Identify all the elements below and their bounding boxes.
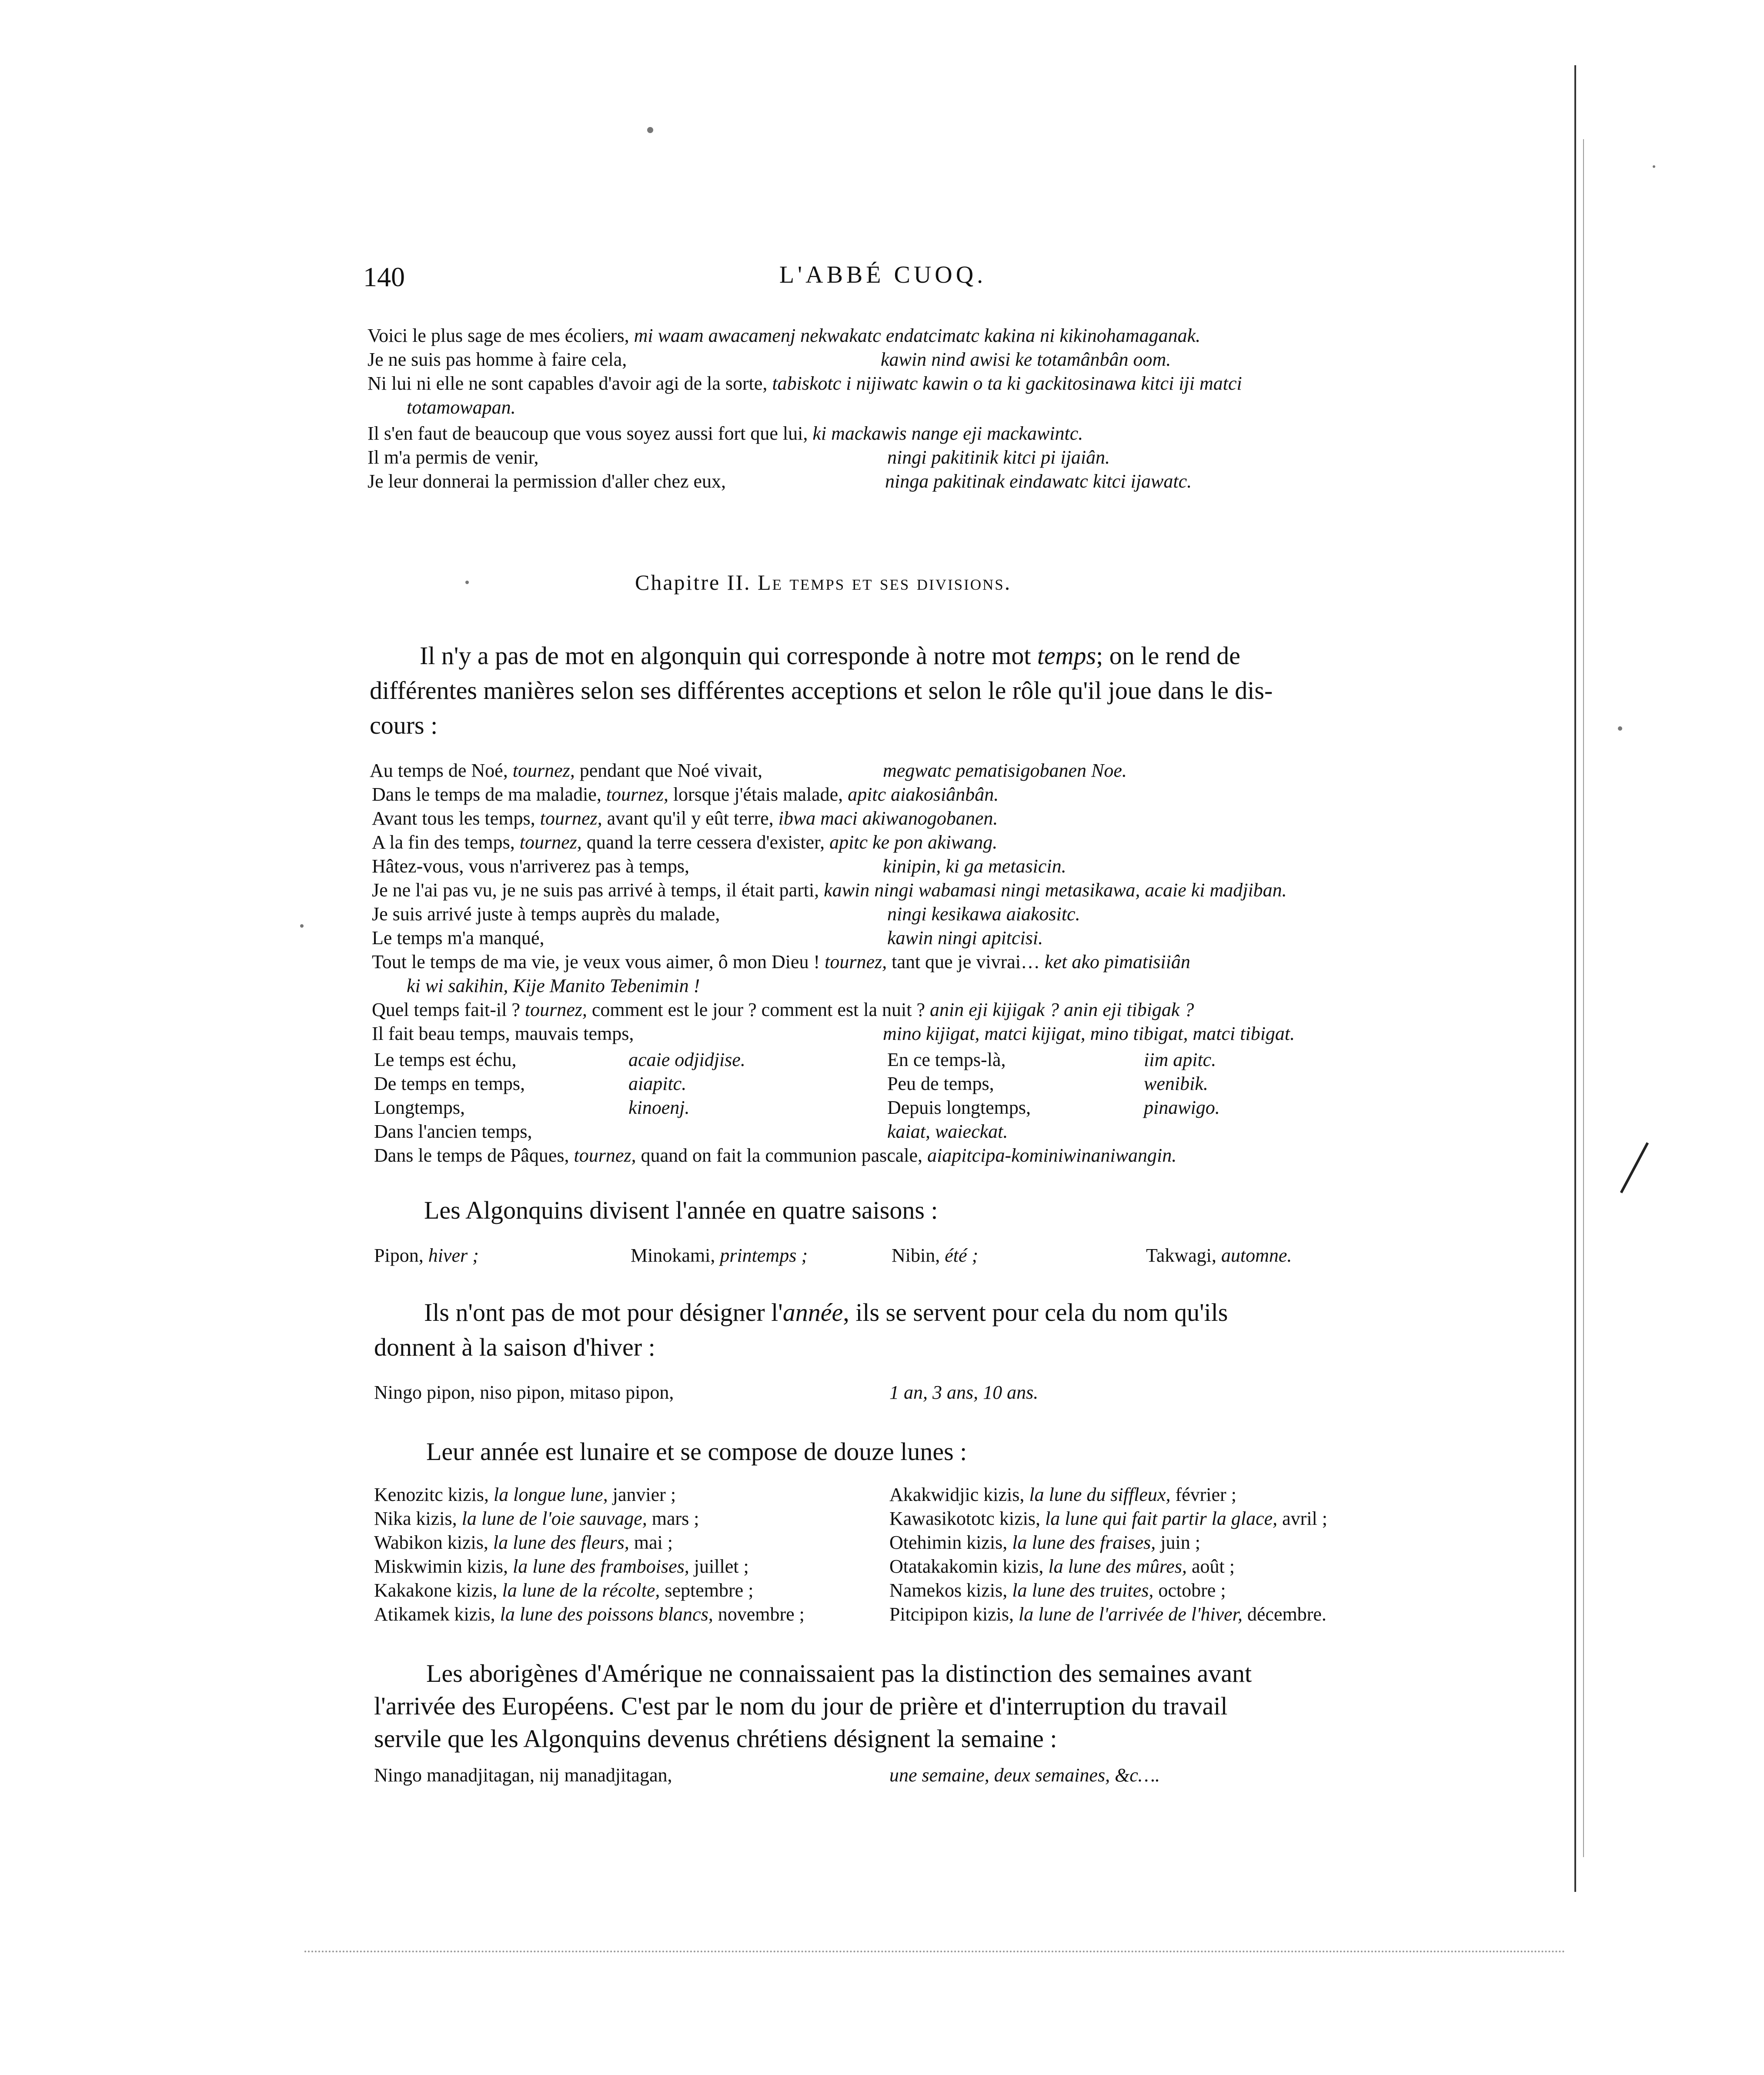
lune-month: février ; [1175, 1484, 1236, 1505]
lune-entry [374, 1507, 699, 1530]
example-algonquin: totamowapan. [407, 397, 516, 418]
lune-meaning: la lune des framboises, [513, 1556, 689, 1577]
example-algonquin: ningi pakitinik kitci pi ijaiân. [887, 447, 1110, 468]
example-line [372, 807, 998, 830]
lune-meaning: la lune des truites, [1012, 1580, 1154, 1601]
semaines-line: Les aborigènes d'Amérique ne connaissaient pas la distinction des semaines avant [426, 1659, 1252, 1687]
semaines-line: servile que les Algonquins devenus chrétiens désignent la semaine : [374, 1724, 1057, 1753]
chapter-title: Le temps et ses divisions. [757, 570, 1012, 595]
lune-month: août ; [1191, 1556, 1235, 1577]
annee-line [424, 1296, 1228, 1329]
lune-meaning: la lune des mûres, [1048, 1556, 1187, 1577]
example-french: Dans l'ancien temps, [374, 1121, 532, 1142]
intro-text: Il n'y a pas de mot en algonquin qui corresponde à notre mot [420, 642, 1037, 670]
season-french: hiver ; [428, 1245, 479, 1266]
tournez: tournez, [825, 951, 887, 972]
example-algonquin: Ningo pipon, niso pipon, mitaso pipon, [374, 1382, 674, 1403]
example-french: pendant que Noé vivait, [579, 760, 763, 781]
example-line [370, 759, 762, 782]
example-french: En ce temps-là, [887, 1049, 1006, 1070]
scan-edge-line-faint [1583, 139, 1584, 1857]
example-algonquin: kawin ningi apitcisi. [887, 927, 1043, 949]
lune-meaning: la lune des fleurs, [493, 1532, 629, 1553]
example-algonquin: anin eji kijigak ? anin eji tibigak ? [930, 999, 1194, 1020]
tournez: tournez, [574, 1145, 636, 1166]
example-french: Quel temps fait-il ? [372, 999, 520, 1020]
annee-line: donnent à la saison d'hiver : [374, 1333, 655, 1361]
lune-name: Namekos kizis, [889, 1580, 1008, 1601]
example-french: Voici le plus sage de mes écoliers, [368, 325, 629, 346]
lune-month: janvier ; [612, 1484, 676, 1505]
example-algonquin: aiapitc. [628, 1073, 687, 1094]
lune-month: septembre ; [665, 1580, 754, 1601]
lune-name: Pitcipipon kizis, [889, 1604, 1014, 1625]
example-algonquin: mi waam awacamenj nekwakatc endatcimatc kakina ni kikinohamaganak. [634, 325, 1201, 346]
example-french: Je ne l'ai pas vu, je ne suis pas arrivé à temps, il était parti, [372, 879, 819, 901]
example-line [368, 324, 1200, 348]
example-line [372, 831, 997, 854]
example-algonquin: aiapitcipa-kominiwinaniwangin. [927, 1145, 1177, 1166]
lune-meaning: la lune de l'oie sauvage, [461, 1508, 647, 1529]
lune-month: avril ; [1282, 1508, 1327, 1529]
example-line [372, 950, 1190, 974]
example-algonquin: Ningo manadjitagan, nij manadjitagan, [374, 1764, 672, 1786]
example-french: De temps en temps, [374, 1073, 525, 1094]
semaines-line: l'arrivée des Européens. C'est par le nom du jour de prière et d'interruption du travail [374, 1692, 1228, 1720]
lune-name: Nika kizis, [374, 1508, 457, 1529]
example-algonquin: iim apitc. [1144, 1049, 1216, 1070]
example-line [372, 998, 1194, 1022]
page-number: 140 [363, 261, 405, 292]
example-french: Il m'a permis de venir, [368, 447, 539, 468]
example-algonquin: kaiat, waieckat. [887, 1121, 1008, 1142]
lune-entry [889, 1531, 1200, 1554]
intro-line: cours : [370, 711, 438, 739]
example-algonquin: ibwa maci akiwanogobanen. [778, 808, 998, 829]
example-algonquin: ket ako pimatisiiân [1045, 951, 1190, 972]
example-french: comment est le jour ? comment est la nuit ? [591, 999, 925, 1020]
speck [300, 924, 304, 928]
example-algonquin: tabiskotc i nijiwatc kawin o ta ki gackitosinawa kitci iji matci [772, 373, 1242, 394]
season-name: Takwagi, [1146, 1245, 1216, 1266]
lune-month: mars ; [651, 1508, 699, 1529]
lune-meaning: la lune de l'arrivée de l'hiver, [1019, 1604, 1243, 1625]
season-name: Nibin, [892, 1245, 940, 1266]
intro-line: différentes manières selon ses différentes acceptions et selon le rôle qu'il joue dans le dis- [370, 676, 1273, 705]
lune-entry [374, 1579, 753, 1602]
example-algonquin: apitc aiakosiânbân. [848, 784, 999, 805]
example-line [372, 879, 1287, 902]
lune-month: décembre. [1247, 1604, 1326, 1625]
season-name: Pipon, [374, 1245, 424, 1266]
lune-month: mai ; [634, 1532, 673, 1553]
example-algonquin: ningi kesikawa aiakositc. [887, 903, 1080, 925]
example-french: Dans le temps de ma maladie, [372, 784, 601, 805]
tournez: tournez, [606, 784, 668, 805]
example-french: Tout le temps de ma vie, je veux vous aimer, ô mon Dieu ! [372, 951, 820, 972]
lune-name: Kenozitc kizis, [374, 1484, 489, 1505]
example-french: quand on fait la communion pascale, [641, 1145, 923, 1166]
example-french: 1 an, 3 ans, 10 ans. [889, 1382, 1039, 1403]
example-line [368, 372, 1242, 395]
example-algonquin: ninga pakitinak eindawatc kitci ijawatc. [885, 471, 1192, 492]
lune-month: octobre ; [1158, 1580, 1226, 1601]
tournez: tournez, [540, 808, 602, 829]
lune-name: Miskwimin kizis, [374, 1556, 508, 1577]
lune-entry [374, 1603, 805, 1626]
lune-entry [374, 1531, 673, 1554]
annee-text: Ils n'ont pas de mot pour désigner l' [424, 1298, 783, 1327]
example-french: tant que je vivrai… [892, 951, 1040, 972]
lune-meaning: la lune des poissons blancs, [500, 1604, 713, 1625]
example-line [368, 422, 1083, 445]
lune-name: Otatakakomin kizis, [889, 1556, 1044, 1577]
speck [465, 581, 469, 584]
scan-noise-bottom [304, 1951, 1566, 1952]
example-french: Depuis longtemps, [887, 1097, 1031, 1118]
example-french: lorsque j'étais malade, [673, 784, 843, 805]
lune-entry [374, 1555, 749, 1578]
lune-meaning: la lune des fraises, [1012, 1532, 1156, 1553]
season [892, 1244, 978, 1267]
lune-entry [889, 1579, 1226, 1602]
example-french: Le temps m'a manqué, [372, 927, 545, 949]
example-french: Avant tous les temps, [372, 808, 535, 829]
lune-name: Wabikon kizis, [374, 1532, 488, 1553]
chapter-number: Chapitre II. [635, 570, 751, 595]
example-algonquin: ki mackawis nange eji mackawintc. [812, 423, 1083, 444]
lune-meaning: la lune du siffleux, [1029, 1484, 1171, 1505]
season-french: printemps ; [720, 1245, 808, 1266]
example-french: Je suis arrivé juste à temps auprès du malade, [372, 903, 720, 925]
example-french: avant qu'il y eût terre, [607, 808, 774, 829]
example-algonquin: ki wi sakihin, Kije Manito Tebenimin ! [407, 975, 700, 996]
season [1146, 1244, 1292, 1267]
example-algonquin: kinoenj. [628, 1097, 690, 1118]
lune-meaning: la lune de la récolte, [502, 1580, 660, 1601]
lune-name: Akakwidjic kizis, [889, 1484, 1025, 1505]
season [374, 1244, 479, 1267]
speck [1618, 726, 1622, 731]
example-french: Dans le temps de Pâques, [374, 1145, 569, 1166]
example-french: Il fait beau temps, mauvais temps, [372, 1023, 634, 1044]
running-head: L'ABBÉ CUOQ. [779, 261, 987, 288]
lunes-intro: Leur année est lunaire et se compose de douze lunes : [426, 1437, 967, 1466]
lune-entry [889, 1483, 1236, 1507]
example-french: Je ne suis pas homme à faire cela, [368, 349, 627, 370]
example-line [374, 1144, 1176, 1167]
season-name: Minokami, [631, 1245, 715, 1266]
annee-text: , ils se servent pour cela du nom qu'ils [843, 1298, 1228, 1327]
example-algonquin: kawin ningi wabamasi ningi metasikawa, acaie ki madjiban. [824, 879, 1287, 901]
lune-entry [889, 1507, 1327, 1530]
example-french: Longtemps, [374, 1097, 465, 1118]
tournez: tournez, [525, 999, 587, 1020]
lune-month: novembre ; [718, 1604, 805, 1625]
lune-name: Otehimin kizis, [889, 1532, 1008, 1553]
intro-emphasis: temps [1037, 642, 1096, 670]
lune-month: juin ; [1160, 1532, 1200, 1553]
example-french: une semaine, deux semaines, &c…. [889, 1764, 1160, 1786]
season-french: été ; [945, 1245, 979, 1266]
example-algonquin: megwatc pematisigobanen Noe. [883, 760, 1127, 781]
tournez: tournez, [512, 760, 575, 781]
example-french: A la fin des temps, [372, 832, 515, 853]
annee-emphasis: année [782, 1298, 843, 1327]
example-french: Ni lui ni elle ne sont capables d'avoir agi de la sorte, [368, 373, 768, 394]
example-french: quand la terre cessera d'exister, [586, 832, 825, 853]
example-algonquin: pinawigo. [1144, 1097, 1220, 1118]
seasons-intro: Les Algonquins divisent l'année en quatre saisons : [424, 1196, 938, 1224]
season [631, 1244, 808, 1267]
lune-name: Kawasikototc kizis, [889, 1508, 1041, 1529]
lune-entry [374, 1483, 676, 1507]
example-french: Au temps de Noé, [370, 760, 508, 781]
speck [647, 127, 653, 133]
example-line [368, 348, 627, 371]
tournez: tournez, [519, 832, 582, 853]
example-french: Il s'en faut de beaucoup que vous soyez aussi fort que lui, [368, 423, 808, 444]
example-algonquin: kawin nind awisi ke totamânbân oom. [881, 349, 1171, 370]
example-french: Le temps est échu, [374, 1049, 517, 1070]
lune-entry [889, 1555, 1235, 1578]
example-algonquin: mino kijigat, matci kijigat, mino tibigat, matci tibigat. [883, 1023, 1295, 1044]
speck [1653, 165, 1655, 168]
intro-text: ; on le rend de [1096, 642, 1240, 670]
example-algonquin: wenibik. [1144, 1073, 1208, 1094]
example-french: Hâtez-vous, vous n'arriverez pas à temps, [372, 855, 689, 877]
page-header [363, 261, 1403, 291]
lune-month: juillet ; [694, 1556, 749, 1577]
example-algonquin: apitc ke pon akiwang. [829, 832, 998, 853]
lune-entry [889, 1603, 1326, 1626]
example-french: Je leur donnerai la permission d'aller chez eux, [368, 471, 726, 492]
lune-name: Atikamek kizis, [374, 1604, 495, 1625]
chapter-heading [635, 570, 1011, 595]
season-french: automne. [1221, 1245, 1292, 1266]
lune-name: Kakakone kizis, [374, 1580, 498, 1601]
scan-mark [1620, 1142, 1649, 1193]
example-algonquin: kinipin, ki ga metasicin. [883, 855, 1066, 877]
example-french: Peu de temps, [887, 1073, 994, 1094]
lune-meaning: la lune qui fait partir la glace, [1045, 1508, 1278, 1529]
example-line [372, 783, 999, 806]
example-algonquin: acaie odjidjise. [628, 1049, 745, 1070]
scan-edge-line [1574, 65, 1576, 1892]
intro-line [420, 639, 1240, 672]
lune-meaning: la longue lune, [493, 1484, 608, 1505]
